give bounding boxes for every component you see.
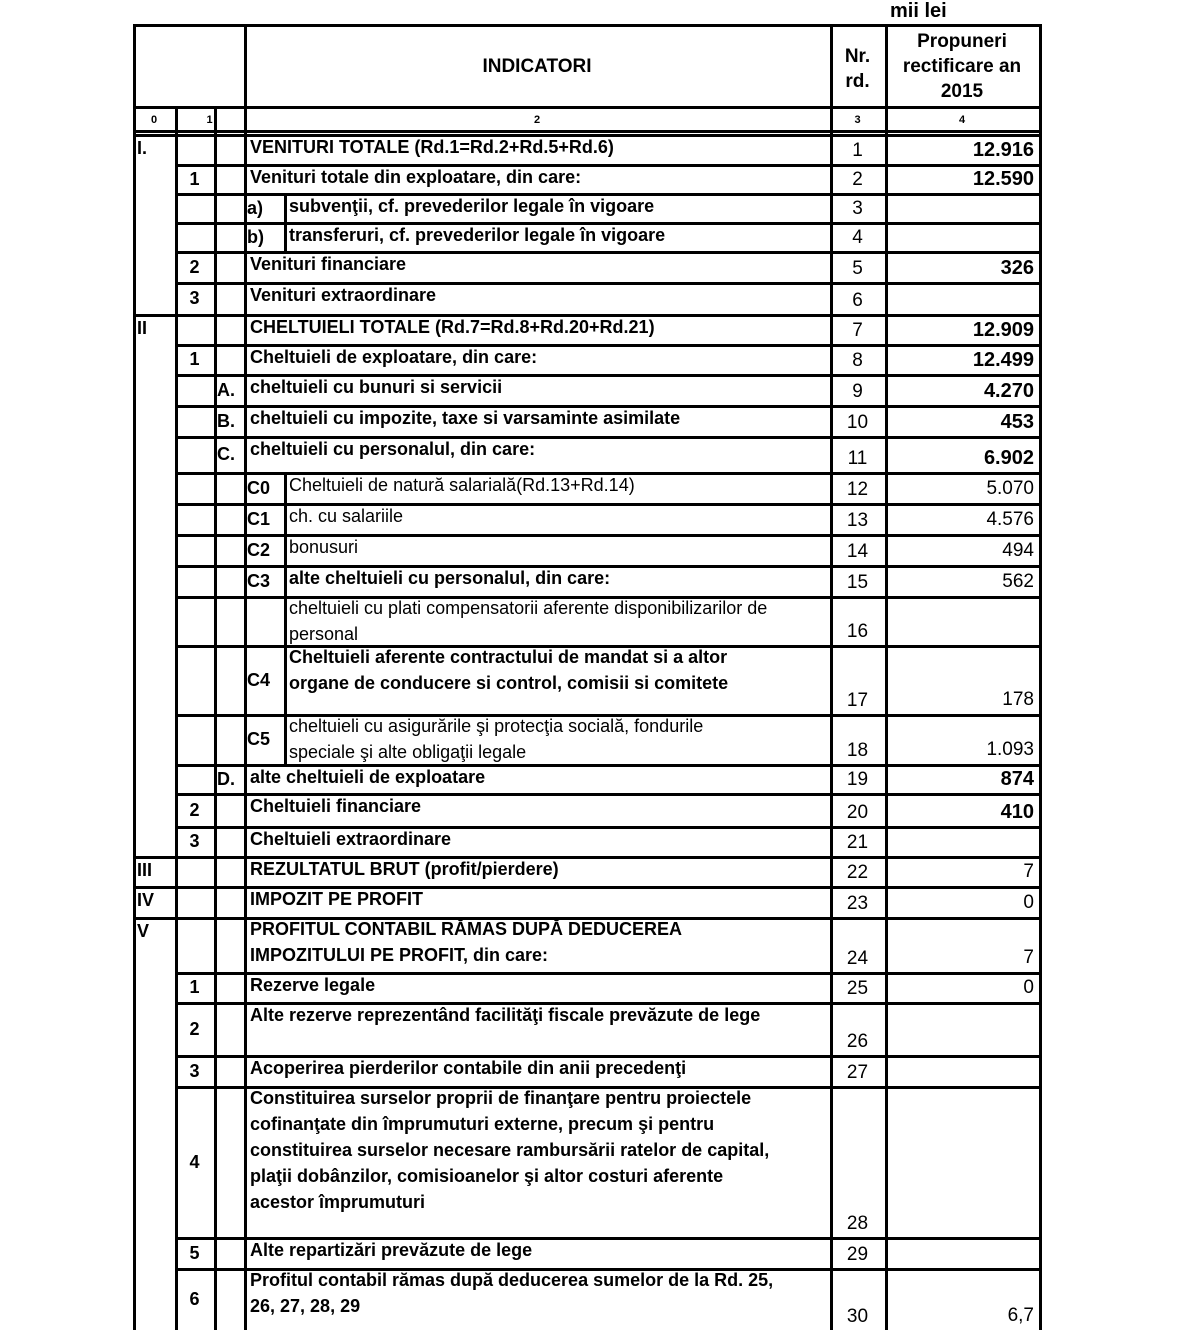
row-number: 6 — [852, 290, 863, 311]
row-label: Acoperirea pierderilor contabile din anii precedenţi — [250, 1058, 687, 1078]
row-number: 14 — [846, 541, 869, 562]
row-number: 7 — [852, 320, 863, 341]
column-index: 3 — [854, 114, 861, 126]
grid-line — [830, 24, 833, 1330]
nr-rd-header: rd. — [845, 71, 870, 92]
row-label: constituirea surselor necesare rambursării ratelor de capital, — [250, 1140, 770, 1160]
grid-line — [885, 24, 888, 1330]
row-label: Profitul contabil rămas după deducerea sumelor de la Rd. 25, — [250, 1270, 774, 1290]
row-index: 6 — [189, 1289, 200, 1309]
row-number: 8 — [852, 350, 863, 371]
row-value: 5.070 — [986, 478, 1034, 499]
row-value: 6,7 — [1007, 1305, 1034, 1326]
row-label: cheltuieli cu asigurările şi protecţia socială, fondurile — [289, 716, 704, 736]
row-label: REZULTATUL BRUT (profit/pierdere) — [250, 859, 559, 879]
roman-index: III — [137, 860, 153, 880]
sub-index: a) — [247, 197, 264, 218]
sub-index: C5 — [247, 729, 271, 749]
roman-index: II — [137, 318, 148, 338]
row-number: 23 — [846, 893, 869, 914]
row-index: 4 — [189, 1151, 200, 1172]
row-number: 10 — [846, 412, 869, 433]
roman-index: V — [137, 921, 150, 941]
row-value: 4.576 — [986, 509, 1034, 530]
row-index: 3 — [189, 288, 200, 308]
row-label: Cheltuieli aferente contractului de mandat si a altor — [289, 647, 728, 667]
indicators-header: INDICATORI — [482, 56, 592, 77]
row-label: cheltuieli cu plati compensatorii aferente disponibilizarilor de — [289, 598, 768, 618]
row-number: 19 — [846, 769, 869, 790]
row-number: 9 — [852, 381, 863, 402]
column-index: 0 — [150, 114, 158, 126]
row-label: Alte rezerve reprezentând facilităţi fiscale prevăzute de lege — [250, 1005, 761, 1025]
row-number: 30 — [846, 1306, 869, 1327]
row-index: 2 — [189, 799, 200, 820]
row-label: transferuri, cf. prevederilor legale în vigoare — [289, 225, 666, 245]
row-label: IMPOZIT PE PROFIT — [250, 889, 424, 909]
row-value: 12.499 — [972, 349, 1034, 371]
row-number: 24 — [846, 948, 869, 969]
row-value: 0 — [1023, 977, 1034, 998]
row-label: bonusuri — [289, 537, 359, 557]
row-number: 13 — [846, 510, 869, 531]
row-label: speciale şi alte obligaţii legale — [289, 742, 527, 762]
sub-index: C0 — [247, 477, 271, 498]
row-value: 7 — [1023, 947, 1034, 968]
proposal-header: 2015 — [940, 81, 984, 102]
row-index: 3 — [189, 831, 200, 851]
row-label: Venituri extraordinare — [250, 285, 437, 305]
row-value: 326 — [1000, 257, 1034, 279]
row-value: 7 — [1023, 861, 1034, 882]
row-label: alte cheltuieli de exploatare — [250, 767, 486, 787]
row-label: Venituri financiare — [250, 254, 407, 274]
row-value: 562 — [1002, 571, 1034, 592]
row-number: 20 — [846, 802, 869, 823]
row-number: 17 — [846, 690, 869, 711]
column-index: 1 — [206, 114, 213, 126]
row-label: personal — [289, 624, 359, 644]
row-number: 21 — [846, 832, 869, 853]
row-index: 1 — [189, 977, 200, 997]
row-number: 12 — [846, 479, 869, 500]
row-index: 5 — [189, 1242, 200, 1263]
row-label: plaţii dobânzilor, comisioanelor şi altor costuri aferente — [250, 1166, 724, 1186]
row-label: Cheltuieli extraordinare — [250, 829, 452, 849]
row-number: 29 — [846, 1244, 869, 1265]
column-index: 2 — [533, 114, 541, 126]
row-label: PROFITUL CONTABIL RĂMAS DUPĂ DEDUCEREA — [250, 919, 683, 939]
row-number: 27 — [846, 1062, 869, 1083]
row-label: alte cheltuieli cu personalul, din care: — [289, 568, 611, 588]
sub-index: A. — [217, 379, 235, 400]
row-number: 5 — [852, 258, 863, 279]
row-label: Venituri totale din exploatare, din care: — [250, 167, 582, 187]
row-number: 11 — [847, 448, 868, 469]
row-number: 18 — [846, 740, 869, 761]
row-number: 3 — [852, 198, 863, 219]
column-index: 4 — [958, 114, 966, 126]
sub-index: D. — [217, 768, 235, 789]
row-label: Constituirea surselor proprii de finanţare pentru proiectele — [250, 1088, 752, 1108]
row-index: 1 — [189, 349, 200, 369]
nr-rd-header: Nr. — [844, 46, 871, 67]
row-label: 26, 27, 28, 29 — [250, 1296, 361, 1316]
row-label: cheltuieli cu bunuri si servicii — [250, 377, 503, 397]
row-number: 16 — [846, 621, 869, 642]
row-value: 874 — [1000, 768, 1034, 790]
row-value: 494 — [1002, 540, 1034, 561]
grid-line — [133, 130, 1042, 133]
row-number: 1 — [852, 140, 863, 161]
sub-index: C1 — [247, 508, 271, 529]
row-number: 15 — [846, 572, 869, 593]
row-label: Cheltuieli financiare — [250, 796, 422, 816]
row-label: acestor împrumuturi — [250, 1192, 426, 1212]
row-index: 1 — [189, 168, 200, 189]
row-label: cheltuieli cu impozite, taxe si varsaminte asimilate — [250, 408, 681, 428]
row-index: 2 — [189, 256, 200, 277]
row-value: 410 — [1000, 801, 1034, 823]
row-label: Rezerve legale — [250, 975, 376, 995]
row-number: 22 — [846, 862, 869, 883]
row-value: 12.909 — [972, 319, 1034, 341]
grid-line — [133, 106, 1042, 109]
row-label: ch. cu salariile — [289, 506, 404, 526]
roman-index: I. — [137, 138, 148, 158]
row-label: VENITURI TOTALE (Rd.1=Rd.2+Rd.5+Rd.6) — [250, 137, 614, 157]
sub-index: C4 — [247, 669, 271, 690]
sub-index: C3 — [247, 570, 271, 591]
grid-line — [214, 374, 217, 793]
row-value: 12.590 — [972, 168, 1034, 190]
row-value: 0 — [1023, 892, 1034, 913]
unit-label: mii lei — [890, 0, 947, 22]
row-label: subvenţii, cf. prevederilor legale în vigoare — [289, 196, 655, 216]
row-index: 2 — [189, 1018, 200, 1039]
row-value: 453 — [1000, 411, 1034, 433]
row-value: 12.916 — [972, 139, 1034, 161]
row-number: 25 — [846, 978, 869, 999]
row-value: 1.093 — [986, 739, 1034, 760]
roman-index: IV — [137, 890, 155, 910]
sub-index: B. — [217, 410, 235, 431]
row-label: Cheltuieli de natură salarială(Rd.13+Rd.14) — [289, 475, 635, 495]
proposal-header: rectificare an — [902, 56, 1022, 77]
row-label: Cheltuieli de exploatare, din care: — [250, 347, 538, 367]
row-index: 3 — [189, 1060, 200, 1081]
row-label: IMPOZITULUI PE PROFIT, din care: — [250, 945, 549, 965]
row-label: organe de conducere si control, comisii si comitete — [289, 673, 729, 693]
row-number: 28 — [846, 1213, 869, 1234]
row-value: 178 — [1002, 689, 1034, 710]
row-number: 4 — [852, 227, 863, 248]
row-value: 4.270 — [983, 380, 1034, 402]
row-label: CHELTUIELI TOTALE (Rd.7=Rd.8+Rd.20+Rd.21) — [250, 317, 655, 337]
row-label: cofinanţate din împrumuturi externe, precum şi pentru — [250, 1114, 715, 1134]
sub-index: C2 — [247, 539, 271, 560]
row-value: 6.902 — [983, 447, 1034, 469]
row-label: cheltuieli cu personalul, din care: — [250, 439, 536, 459]
row-label: Alte repartizări prevăzute de lege — [250, 1240, 533, 1260]
row-number: 2 — [852, 169, 863, 190]
sub-index: b) — [247, 226, 264, 247]
proposal-header: Propuneri — [917, 31, 1007, 52]
sub-index: C. — [217, 444, 235, 464]
row-number: 26 — [846, 1031, 869, 1052]
